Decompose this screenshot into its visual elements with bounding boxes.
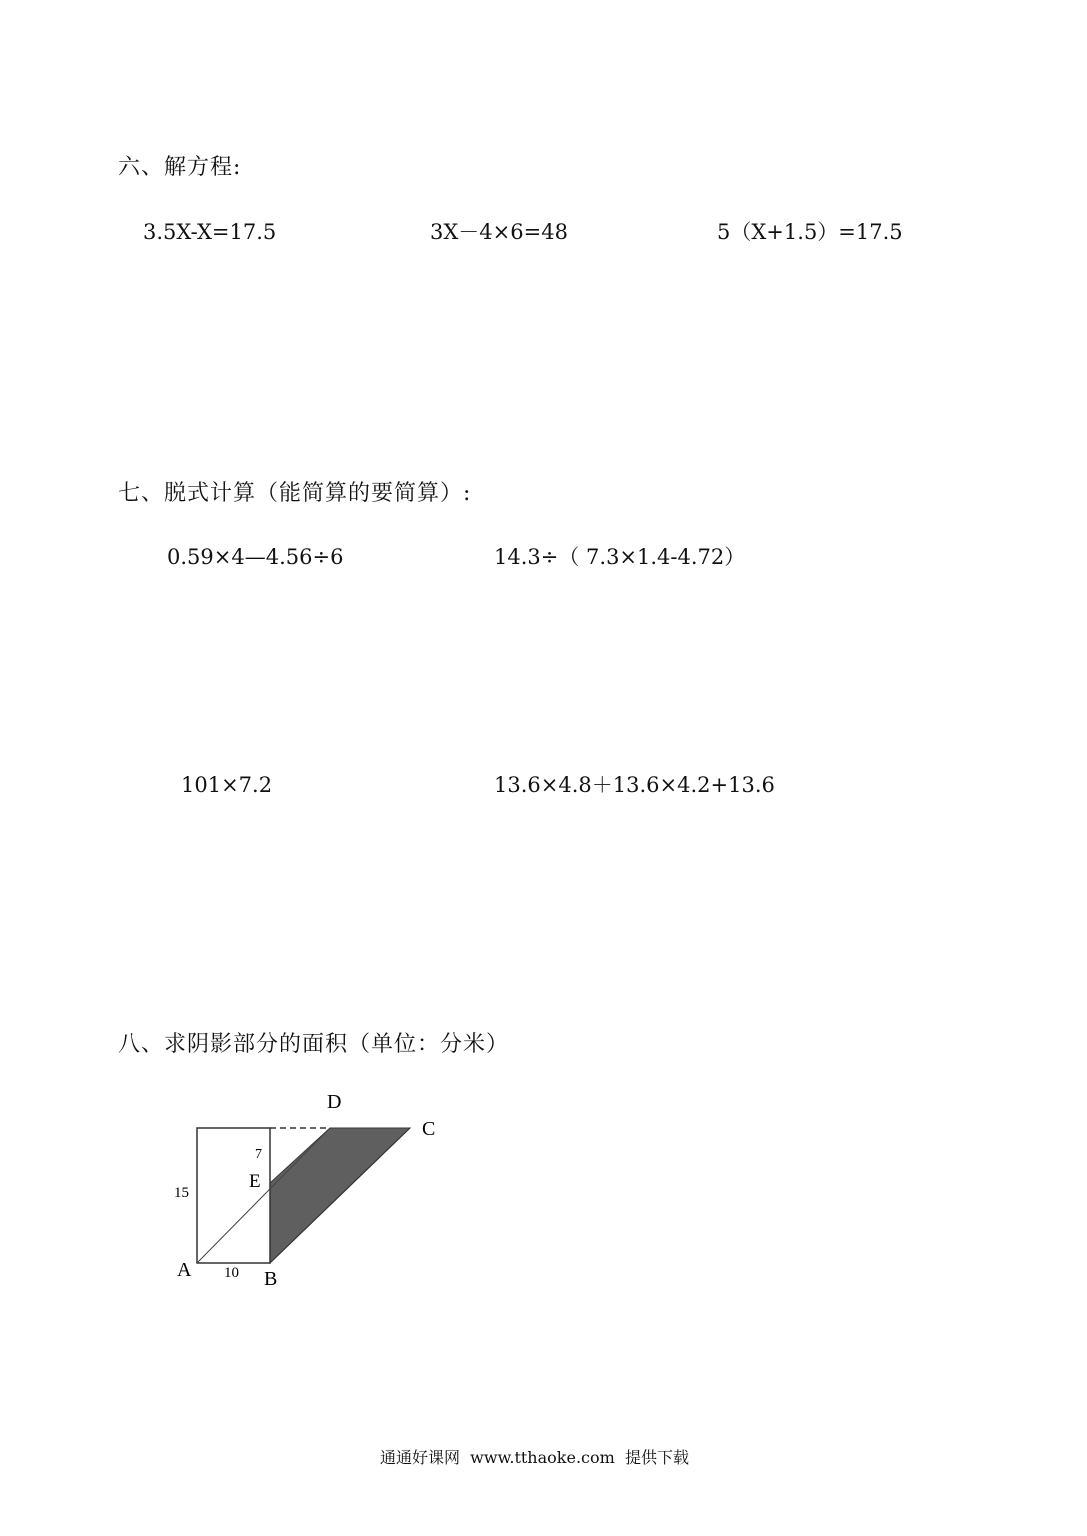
label-c: C: [422, 1118, 436, 1140]
footer-text: 通通好课网 www.tthaoke.com 提供下载: [380, 1448, 689, 1467]
equation-1: 3.5X-X=17.5: [143, 220, 277, 244]
label-a: A: [177, 1259, 192, 1281]
shaded-area-figure: [160, 1085, 460, 1295]
section-7-heading: 七、脱式计算（能简算的要简算）:: [118, 481, 472, 506]
dimension-15: 15: [174, 1185, 189, 1201]
section-8-heading: 八、求阴影部分的面积（单位：分米）: [118, 1032, 510, 1057]
label-b: B: [264, 1268, 278, 1290]
dimension-10: 10: [224, 1265, 239, 1281]
equation-2: 3X－4×6=48: [430, 220, 568, 244]
dimension-7: 7: [255, 1147, 262, 1162]
expression-4: 13.6×4.8＋13.6×4.2+13.6: [494, 773, 775, 797]
expression-1: 0.59×4—4.56÷6: [167, 545, 344, 569]
label-e: E: [249, 1171, 261, 1192]
equation-3: 5（X+1.5）=17.5: [717, 220, 903, 244]
expression-3: 101×7.2: [181, 773, 273, 797]
label-d: D: [327, 1091, 342, 1113]
section-6-heading: 六、解方程:: [118, 155, 242, 180]
expression-2: 14.3÷（ 7.3×1.4-4.72）: [494, 545, 746, 569]
